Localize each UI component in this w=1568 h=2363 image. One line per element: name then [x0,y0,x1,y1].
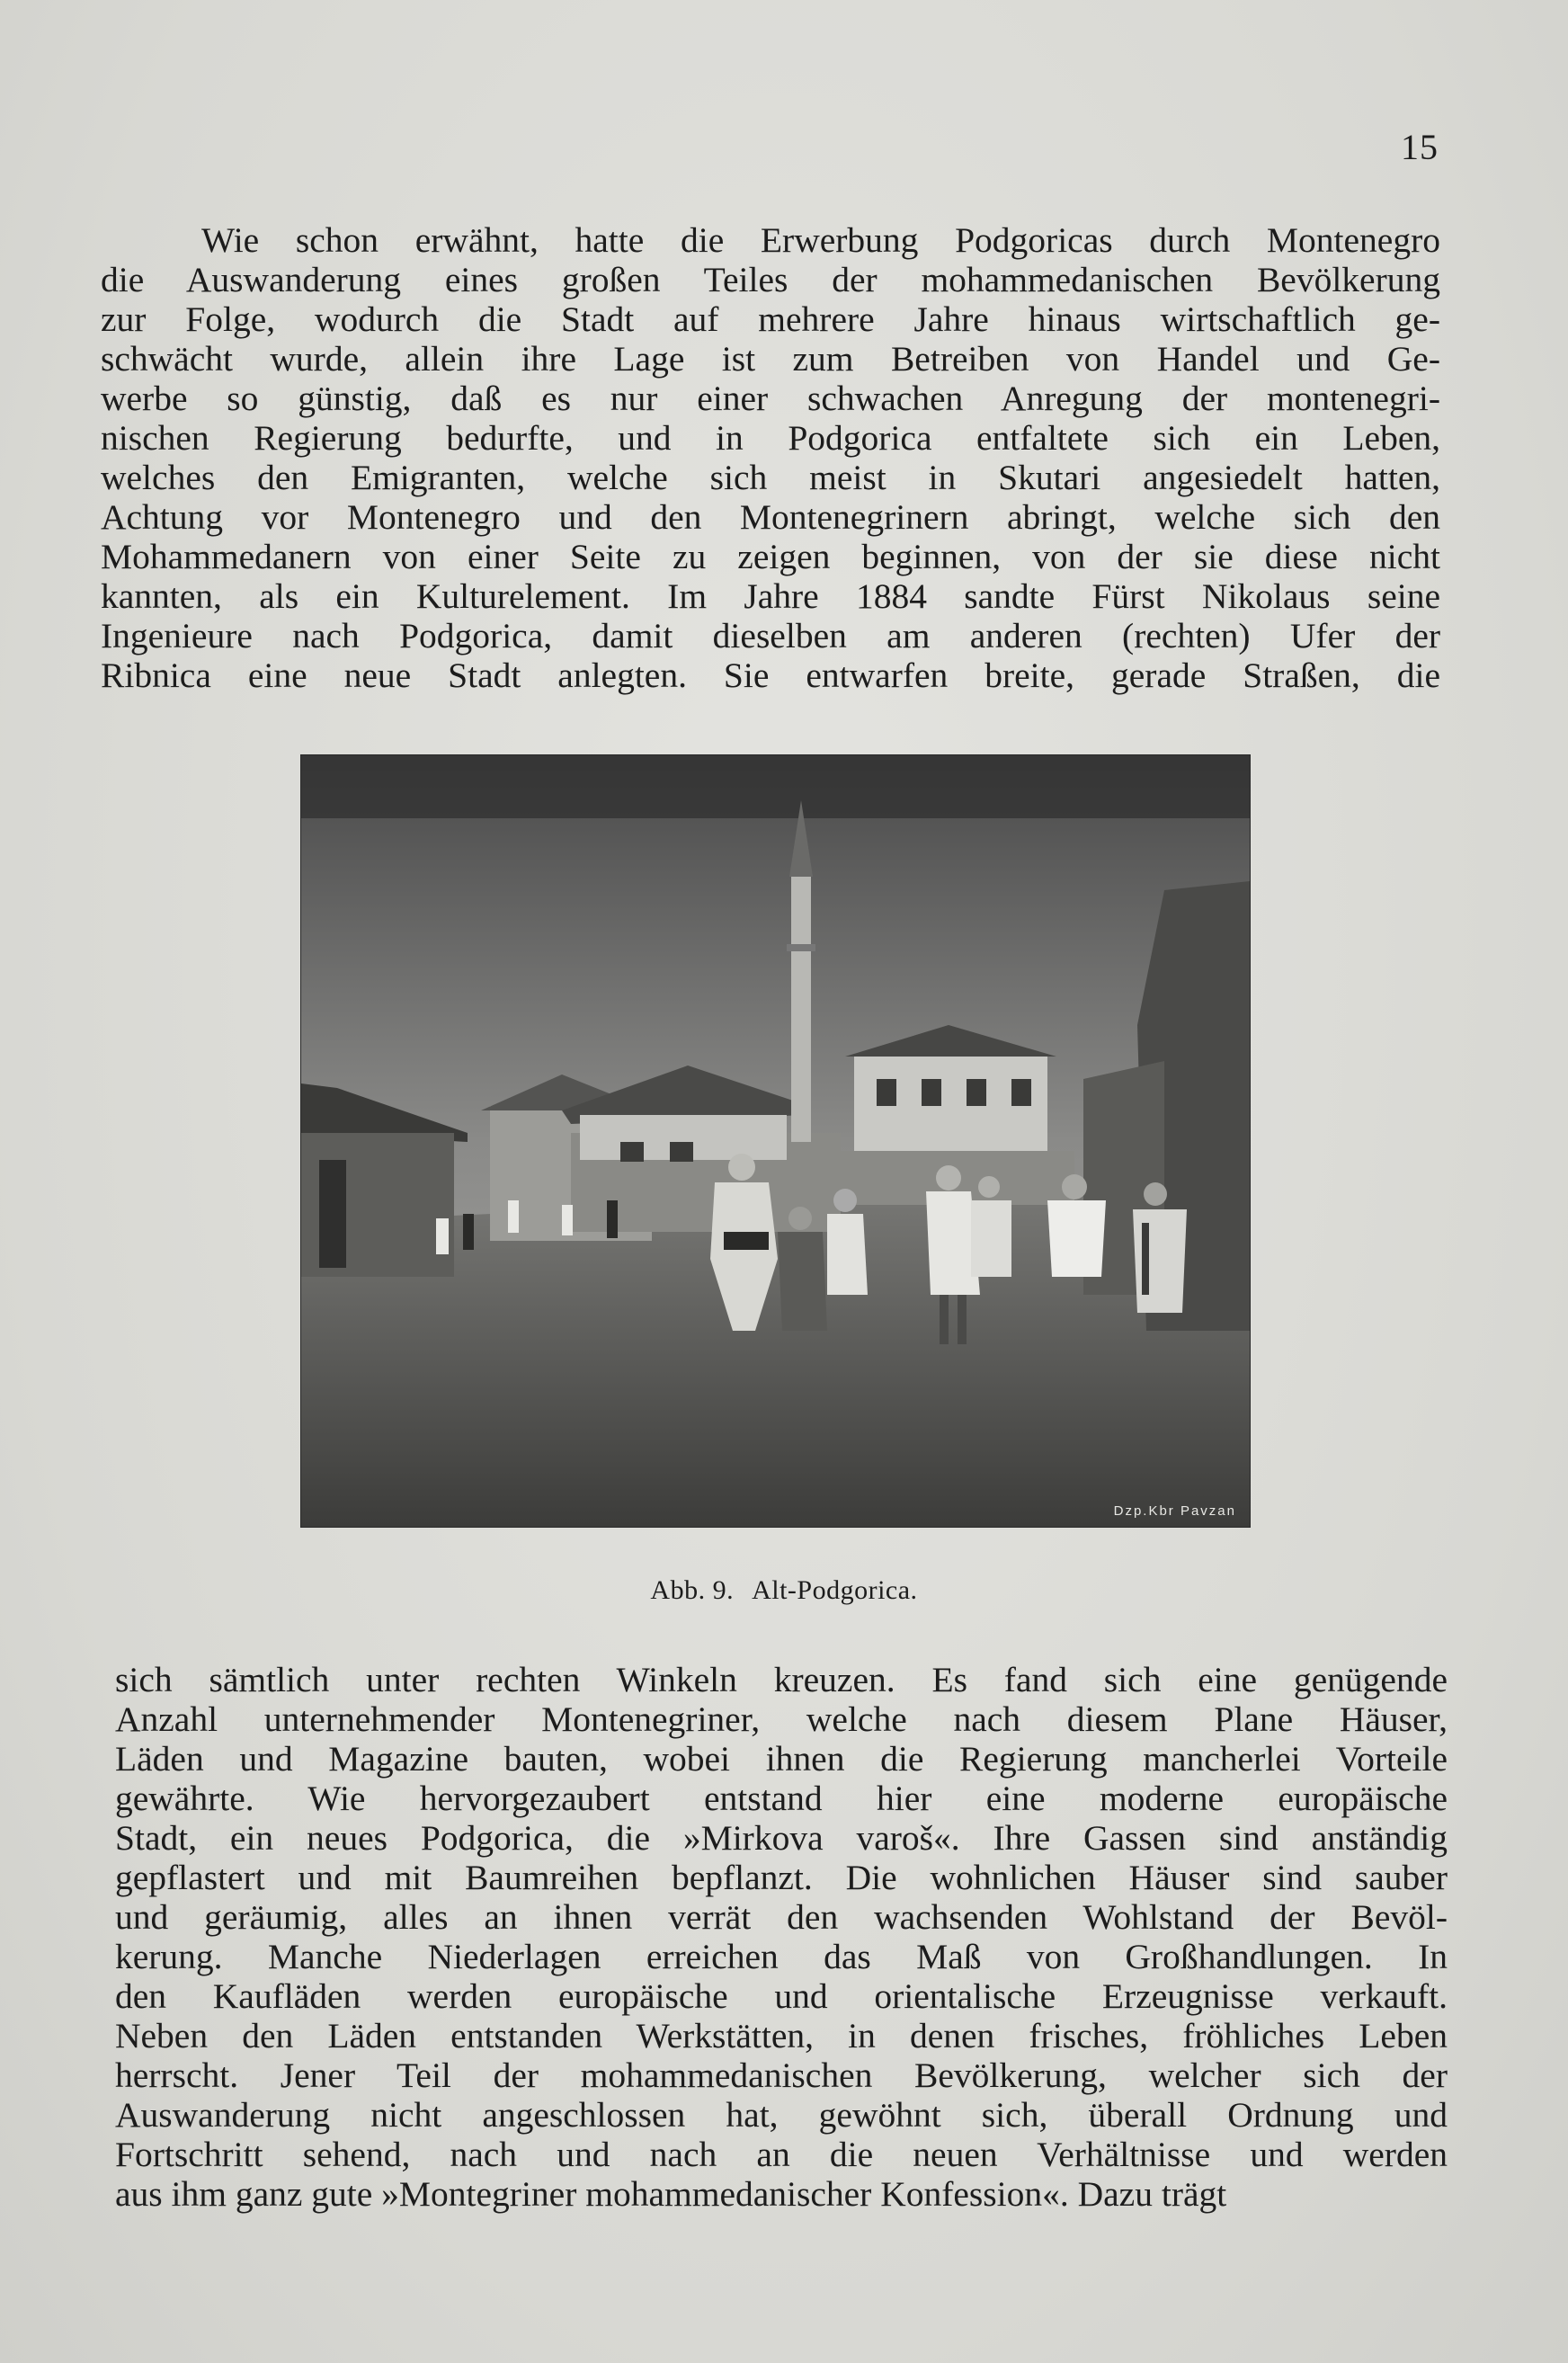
text-line: nischen Regierung bedurfte, und in Podgorica entfaltete sich ein Leben, [101,418,1440,458]
text-line: die Auswanderung eines großen Teiles der mohammedanischen Bevölkerung [101,260,1440,299]
figure-caption [0,1575,1568,1606]
text-line: Auswanderung nicht angeschlossen hat, gewöhnt sich, überall Ordnung und [115,2095,1448,2135]
text-line: Anzahl unternehmender Montenegriner, welche nach diesem Plane Häuser, [115,1699,1448,1739]
photo-illustration [301,755,1250,1527]
text-line: gewährte. Wie hervorgezaubert entstand hier eine moderne europäische [115,1779,1448,1818]
text-line: gepflastert und mit Baumreihen bepflanzt. Die wohnlichen Häuser sind sauber [115,1858,1448,1897]
page-number: 15 [1401,127,1439,167]
caption-label: Abb. 9. [650,1575,735,1605]
text-line: Fortschritt sehend, nach und nach an die neuen Verhältnisse und werden [115,2135,1448,2174]
text-line: und geräumig, alles an ihnen verrät den wachsenden Wohlstand der Bevöl- [115,1897,1448,1937]
text-line: kannten, als ein Kulturelement. Im Jahre 1884 sandte Fürst Nikolaus seine [101,576,1440,616]
text-line: Ribnica eine neue Stadt anlegten. Sie entwarfen breite, gerade Straßen, die [101,655,1440,695]
text-line: Stadt, ein neues Podgorica, die »Mirkova varoš«. Ihre Gassen sind anständig [115,1818,1448,1858]
minaret [791,872,811,1142]
text-line: herrscht. Jener Teil der mohammedanischen Bevölkerung, welcher sich der [115,2055,1448,2095]
paragraph-top [101,220,1440,695]
photo-signature: Dzp.Kbr Pavzan [1113,1503,1236,1519]
paragraph-bottom [115,1660,1448,2214]
text-line: werbe so günstig, daß es nur einer schwachen Anregung der montenegri- [101,379,1440,418]
text-line: Achtung vor Montenegro und den Montenegrinern abringt, welche sich den [101,497,1440,537]
text-line: zur Folge, wodurch die Stadt auf mehrere Jahre hinaus wirtschaftlich ge- [101,299,1440,339]
photo-alt-podgorica [301,755,1250,1527]
text-line: schwächt wurde, allein ihre Lage ist zum Betreiben von Handel und Ge- [101,339,1440,379]
text-line: welches den Emigranten, welche sich meist in Skutari angesiedelt hatten, [101,458,1440,497]
text-line: Ingenieure nach Podgorica, damit dieselben am anderen (rechten) Ufer der [101,616,1440,655]
text-line: sich sämtlich unter rechten Winkeln kreuzen. Es fand sich eine genügende [115,1660,1448,1699]
text-line: Wie schon erwähnt, hatte die Erwerbung Podgoricas durch Montenegro [201,220,1440,260]
text-line: Neben den Läden entstanden Werkstätten, in denen frisches, fröhliches Leben [115,2016,1448,2055]
caption-title: Alt-Podgorica. [752,1575,918,1605]
text-line: Mohammedanern von einer Seite zu zeigen beginnen, von der sie diese nicht [101,537,1440,576]
text-line: aus ihm ganz gute »Montegriner mohammedanischer Konfession«. Dazu trägt [115,2174,1227,2214]
text-line: Läden und Magazine bauten, wobei ihnen die Regierung mancherlei Vorteile [115,1739,1448,1779]
text-line: kerung. Manche Niederlagen erreichen das Maß von Großhandlungen. In [115,1937,1448,1976]
text-line: den Kaufläden werden europäische und orientalische Erzeugnisse verkauft. [115,1976,1448,2016]
